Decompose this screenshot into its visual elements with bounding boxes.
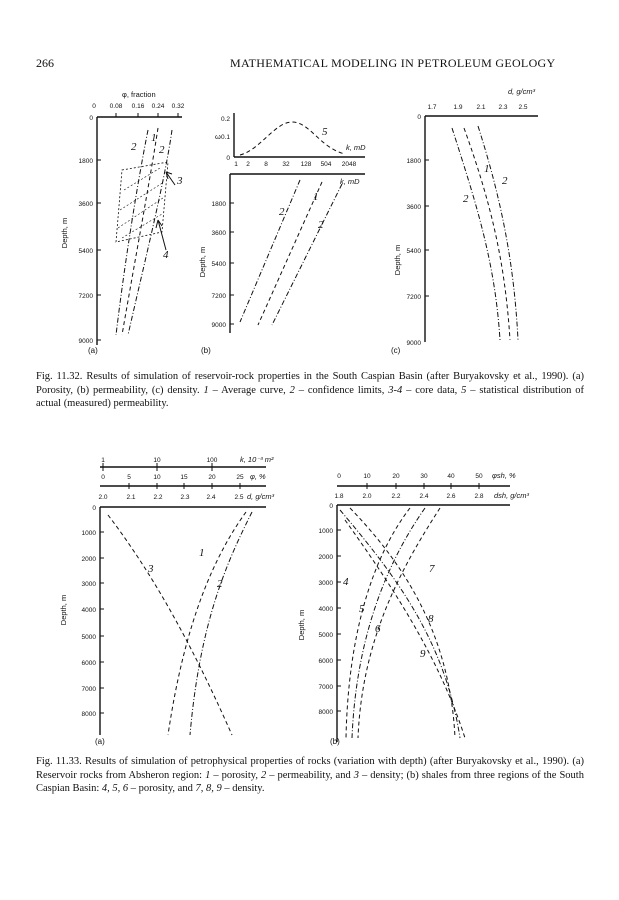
fig2-caption-num: 4, 5, 6 <box>101 783 129 794</box>
fig2b-y-tick: 4000 <box>318 606 333 613</box>
fig1b-dist-x-tick: 504 <box>320 161 332 168</box>
fig1a-y-tick: 0 <box>89 115 93 122</box>
fig2a-phi-tick: 15 <box>180 474 188 481</box>
fig1b-dist-y-tick: 0.1 <box>220 134 230 141</box>
fig2a-y-tick: 0 <box>92 505 96 512</box>
fig2b-d-tick: 2.8 <box>474 493 484 500</box>
fig1c-y-tick: 5400 <box>406 248 421 255</box>
fig1c-y-tick: 0 <box>417 114 421 121</box>
fig2a-phi-tick: 10 <box>153 474 161 481</box>
fig2a-y-label: Depth, m <box>59 594 68 626</box>
fig1b-y-label: Depth, m <box>198 246 207 278</box>
fig1-caption-num: 1 <box>203 384 209 396</box>
fig1-caption-text: – confidence limits, <box>294 384 389 396</box>
fig2a-curve-label: 1 <box>199 547 205 559</box>
fig2-caption-text: Results of simulation of petrophysical properties of rocks (variation with depth) (after Buryakovsky et al., 1990). (a) Reservoir rocks from Absheron region: <box>36 756 584 781</box>
fig2b-curve-9 <box>345 520 465 738</box>
fig1a-y-tick: 5400 <box>78 248 93 255</box>
fig1c-x-tick: 2.3 <box>498 104 508 111</box>
fig2a-d-label: d, g/cm³ <box>247 492 275 501</box>
fig2b-curve-7 <box>350 508 455 738</box>
fig1-panel-c <box>391 87 538 355</box>
fig1-panel-a <box>60 90 185 355</box>
fig2-caption-text: – density. <box>221 783 265 794</box>
fig2b-phi-tick: 30 <box>420 473 428 480</box>
fig1a-curve-1 <box>122 128 158 335</box>
fig2a-curve-label: 2 <box>217 578 223 590</box>
fig2a-y-tick: 3000 <box>81 581 96 588</box>
fig2a-phi-label: φ, % <box>250 472 266 481</box>
fig1a-curve-label: 2 <box>159 144 165 156</box>
fig2-caption-text: – density; (b) shales from three regions of the South Caspian Basin: <box>36 769 584 794</box>
fig1b-x-label: k, mD <box>340 177 360 186</box>
fig1c-y-tick: 3600 <box>406 204 421 211</box>
figure-11-32-caption <box>36 370 584 411</box>
fig2a-curve-3 <box>108 515 232 735</box>
fig2b-curve-5 <box>352 508 425 738</box>
fig1c-curve-label: 2 <box>502 175 508 187</box>
fig2b-panel-letter: (b) <box>330 737 340 746</box>
fig2a-panel-letter: (a) <box>95 737 105 746</box>
fig1a-curve-label: 4 <box>163 249 169 261</box>
fig2-caption-num: 1 <box>205 769 211 781</box>
fig1b-curve-2-left <box>240 180 300 322</box>
fig1a-arrow-3 <box>166 172 175 185</box>
fig2a-y-tick: 4000 <box>81 607 96 614</box>
fig1a-y-tick: 9000 <box>78 338 93 345</box>
fig1b-y-tick: 5400 <box>211 261 226 268</box>
fig2-caption-text: – permeability, and <box>266 769 354 781</box>
fig2b-curve-label: 7 <box>429 563 435 575</box>
fig2b-y-tick: 2000 <box>318 554 333 561</box>
fig1c-y-tick: 9000 <box>406 340 421 347</box>
fig1b-y-tick: 3600 <box>211 230 226 237</box>
fig1c-curve-2-left <box>452 128 500 340</box>
fig2a-k-tick: 10 <box>153 457 161 464</box>
fig2a-y-tick: 1000 <box>81 530 96 537</box>
fig2-panel-a <box>59 455 275 746</box>
fig2a-y-tick: 2000 <box>81 556 96 563</box>
fig2b-d-tick: 2.2 <box>391 493 401 500</box>
fig2b-curve-8 <box>340 510 460 738</box>
fig2b-y-tick: 8000 <box>318 709 333 716</box>
fig2a-phi-tick: 25 <box>236 474 244 481</box>
fig2a-d-tick: 2.3 <box>180 494 190 501</box>
fig2b-d-tick: 2.4 <box>419 493 429 500</box>
fig1b-dist-y-label: ω <box>215 132 221 141</box>
fig1-caption-text: – statistical distribution of actual (measured) permeability. <box>36 384 584 409</box>
fig1a-x-tick: 0.16 <box>131 103 145 110</box>
fig1c-curve-2-right <box>478 126 518 340</box>
fig1a-x-tick: 0.32 <box>171 103 185 110</box>
fig2b-y-label: Depth, m <box>297 609 306 641</box>
fig2-caption-label: Fig. 11.33. <box>36 756 82 767</box>
fig1a-y-tick: 1800 <box>78 158 93 165</box>
fig1-caption-label: Fig. 11.32. <box>36 371 83 382</box>
fig2b-curve-label: 4 <box>343 576 349 588</box>
fig2a-y-tick: 6000 <box>81 660 96 667</box>
fig2b-y-tick: 0 <box>329 503 333 510</box>
fig2b-curve-label: 6 <box>375 623 381 635</box>
fig1b-curve-label: 2 <box>318 219 324 231</box>
fig1-caption-num: 2 <box>289 384 295 396</box>
fig1a-curve-2-left <box>116 130 148 335</box>
page-number: 266 <box>36 56 54 70</box>
fig1c-curve-1 <box>464 128 510 340</box>
fig2a-k-label: k, 10⁻³ m² <box>240 455 274 464</box>
fig2-panel-b <box>297 471 530 746</box>
fig1b-y-tick: 1800 <box>211 201 226 208</box>
fig2a-y-tick: 7000 <box>81 686 96 693</box>
fig2-caption-num: 2 <box>260 769 267 781</box>
fig1a-x-tick: 0 <box>92 103 96 110</box>
fig1a-y-tick: 3600 <box>78 201 93 208</box>
fig2-caption-text: – porosity, and <box>128 783 196 794</box>
fig2b-y-tick: 6000 <box>318 658 333 665</box>
fig2a-k-tick: 1 <box>101 457 105 464</box>
fig1b-curve-label: 5 <box>322 126 328 138</box>
fig1c-y-label: Depth, m <box>393 244 402 276</box>
fig1a-curve-2-right <box>128 130 172 335</box>
fig1b-dist-x-tick: 2048 <box>341 161 357 168</box>
fig2b-phi-tick: 0 <box>337 473 341 480</box>
fig1c-top-label: d, g/cm³ <box>508 87 536 96</box>
fig2b-y-tick: 3000 <box>318 580 333 587</box>
figure-11-33-caption <box>36 755 584 796</box>
fig1-panel-b <box>198 113 366 355</box>
fig2a-d-tick: 2.1 <box>126 494 136 501</box>
fig2a-d-tick: 2.4 <box>206 494 216 501</box>
fig2a-phi-tick: 5 <box>127 474 131 481</box>
fig2b-phi-tick: 40 <box>447 473 455 480</box>
fig2a-curve-label: 3 <box>148 563 154 575</box>
fig2-caption-text: – porosity, <box>210 769 261 781</box>
fig1c-x-tick: 1.9 <box>453 104 463 111</box>
figure-11-33 <box>0 448 619 750</box>
running-title: MATHEMATICAL MODELING IN PETROLEUM GEOLOGY <box>230 56 556 70</box>
fig2b-d-label: dsh, g/cm³ <box>494 491 530 500</box>
fig1c-x-tick: 2.1 <box>476 104 486 111</box>
fig1b-curve-label: 2 <box>279 206 285 218</box>
fig2b-d-tick: 2.0 <box>362 493 372 500</box>
fig1b-dist-y-tick: 0.2 <box>220 116 230 123</box>
fig2b-phi-tick: 10 <box>363 473 371 480</box>
fig1b-curve-label: 1 <box>313 191 319 203</box>
fig1b-curve-1 <box>258 182 322 325</box>
fig1a-x-tick: 0.08 <box>109 103 123 110</box>
fig2-caption-num: 7, 8, 9 <box>195 783 222 794</box>
fig2a-y-tick: 8000 <box>81 711 96 718</box>
fig1a-curve-label: 2 <box>131 141 137 153</box>
fig2b-d-tick: 2.6 <box>446 493 456 500</box>
fig1-caption-text: Results of simulation of reservoir-rock properties in the South Caspian Basin (after Buryakovsky et al., 1990). (a) Porosity, (b) permeability, (c) density. <box>36 371 584 396</box>
fig1b-dist-y-tick: 0 <box>226 155 230 162</box>
fig1b-dist-x-tick: 128 <box>300 161 312 168</box>
fig2b-curve-label: 8 <box>428 613 434 625</box>
fig1a-arrow-4 <box>156 220 166 250</box>
fig1a-y-label: Depth, m <box>60 217 69 249</box>
fig1a-top-label: φ, fraction <box>122 90 156 99</box>
fig1b-dist-x-tick: 1 <box>234 161 238 168</box>
fig1c-y-tick: 1800 <box>406 158 421 165</box>
fig1b-y-tick: 9000 <box>211 322 226 329</box>
fig1c-panel-letter: (c) <box>391 346 401 355</box>
fig2a-phi-tick: 20 <box>208 474 216 481</box>
fig2a-phi-tick: 0 <box>101 474 105 481</box>
fig2b-y-tick: 7000 <box>318 684 333 691</box>
fig2a-curve-2 <box>190 512 252 735</box>
fig1b-dist-x-label: k, mD <box>346 143 366 152</box>
fig1a-curve-label: 1 <box>151 132 157 144</box>
fig1b-panel-letter: (b) <box>201 346 211 355</box>
fig2a-d-tick: 2.5 <box>234 494 244 501</box>
fig1c-curve-label: 2 <box>463 193 469 205</box>
fig2b-d-tick: 1.8 <box>334 493 344 500</box>
fig2-caption-num: 3 <box>353 769 359 781</box>
fig1c-x-tick: 1.7 <box>427 104 437 111</box>
fig1-caption-text: – Average curve, <box>208 384 290 396</box>
fig2a-k-tick: 100 <box>206 457 218 464</box>
fig2a-d-tick: 2.2 <box>153 494 163 501</box>
fig1b-dist-x-tick: 8 <box>264 161 268 168</box>
fig2a-curve-1 <box>168 512 246 735</box>
fig2a-d-tick: 2.0 <box>98 494 108 501</box>
fig1a-x-tick: 0.24 <box>151 103 165 110</box>
fig2b-curve-label: 5 <box>359 603 365 615</box>
fig2b-y-tick: 1000 <box>318 528 333 535</box>
fig1c-y-tick: 7200 <box>406 294 421 301</box>
fig2a-y-tick: 5000 <box>81 634 96 641</box>
fig1a-y-tick: 7200 <box>78 293 93 300</box>
fig1b-dist-x-tick: 32 <box>282 161 290 168</box>
fig2b-y-tick: 5000 <box>318 632 333 639</box>
fig1b-dist-x-tick: 2 <box>246 161 250 168</box>
fig1a-curve-label: 3 <box>177 175 183 187</box>
fig2b-curve-label: 9 <box>420 648 426 660</box>
fig1b-distribution-curve-5 <box>240 122 345 155</box>
fig1c-curve-label: 1 <box>484 163 490 175</box>
fig1a-panel-letter: (a) <box>88 346 98 355</box>
fig2b-phi-tick: 20 <box>392 473 400 480</box>
fig1-caption-num: 3-4 <box>388 384 403 396</box>
fig1-caption-num: 5 <box>461 384 467 396</box>
fig1b-y-tick: 7200 <box>211 293 226 300</box>
fig2b-phi-tick: 50 <box>475 473 483 480</box>
fig1-caption-text: – core data, <box>402 384 462 396</box>
figure-11-32 <box>0 80 619 365</box>
fig1c-x-tick: 2.5 <box>518 104 528 111</box>
fig2b-phi-label: φsh, % <box>492 471 516 480</box>
